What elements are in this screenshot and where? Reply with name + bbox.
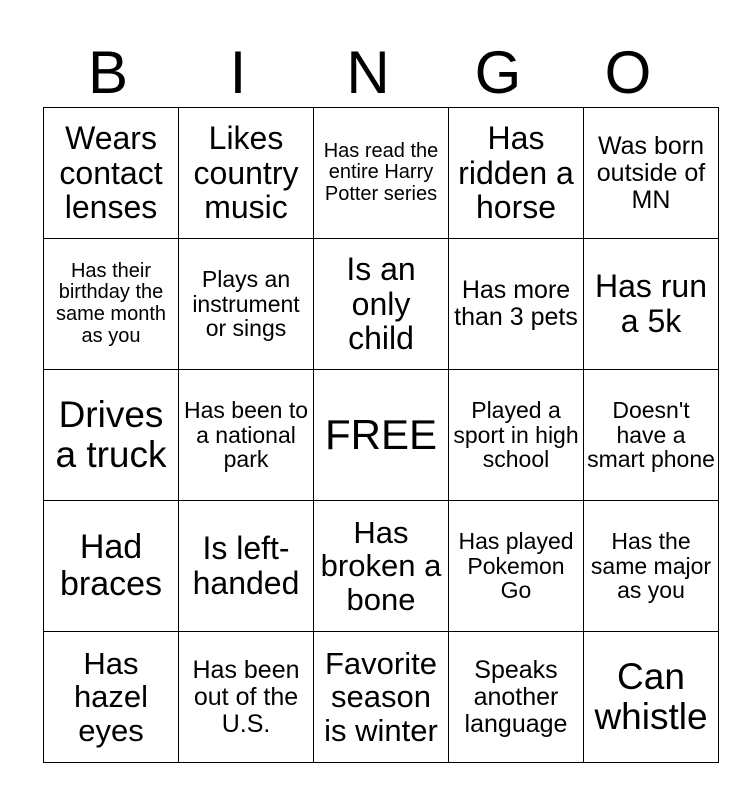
bingo-cell[interactable]: Has played Pokemon Go: [449, 501, 584, 632]
bingo-cell[interactable]: Has more than 3 pets: [449, 239, 584, 370]
bingo-cell[interactable]: Plays an instrument or sings: [179, 239, 314, 370]
bingo-cell[interactable]: Favorite season is winter: [314, 632, 449, 763]
bingo-cell[interactable]: Likes country music: [179, 108, 314, 239]
bingo-cell[interactable]: Has run a 5k: [584, 239, 719, 370]
header-letter-o: O: [604, 39, 652, 106]
bingo-cell[interactable]: Has ridden a horse: [449, 108, 584, 239]
header-letter-n: N: [346, 39, 390, 106]
bingo-cell[interactable]: Has broken a bone: [314, 501, 449, 632]
grid-row: [44, 108, 719, 239]
bingo-cell[interactable]: Drives a truck: [44, 370, 179, 501]
grid-row: [44, 239, 719, 370]
bingo-header: [43, 38, 693, 108]
bingo-cell[interactable]: Has their birthday the same month as you: [44, 239, 179, 370]
bingo-cell[interactable]: Can whistle: [584, 632, 719, 763]
bingo-cell[interactable]: Speaks another language: [449, 632, 584, 763]
bingo-cell[interactable]: Played a sport in high school: [449, 370, 584, 501]
bingo-cell[interactable]: Has the same major as you: [584, 501, 719, 632]
bingo-grid: [43, 107, 719, 763]
free-space-cell[interactable]: FREE: [314, 370, 449, 501]
grid-row: [44, 501, 719, 632]
bingo-cell[interactable]: Was born outside of MN: [584, 108, 719, 239]
bingo-cell[interactable]: Had braces: [44, 501, 179, 632]
bingo-cell[interactable]: Wears contact lenses: [44, 108, 179, 239]
header-letter-b: B: [87, 39, 129, 106]
grid-row: [44, 632, 719, 763]
bingo-cell[interactable]: Has been to a national park: [179, 370, 314, 501]
bingo-cell[interactable]: Has been out of the U.S.: [179, 632, 314, 763]
bingo-cell[interactable]: Has hazel eyes: [44, 632, 179, 763]
grid-row: [44, 370, 719, 501]
header-letter-i: I: [229, 39, 247, 106]
header-letter-g: G: [474, 39, 522, 106]
bingo-cell[interactable]: Is an only child: [314, 239, 449, 370]
bingo-cell[interactable]: Has read the entire Harry Potter series: [314, 108, 449, 239]
bingo-cell[interactable]: Doesn't have a smart phone: [584, 370, 719, 501]
bingo-cell[interactable]: Is left-handed: [179, 501, 314, 632]
